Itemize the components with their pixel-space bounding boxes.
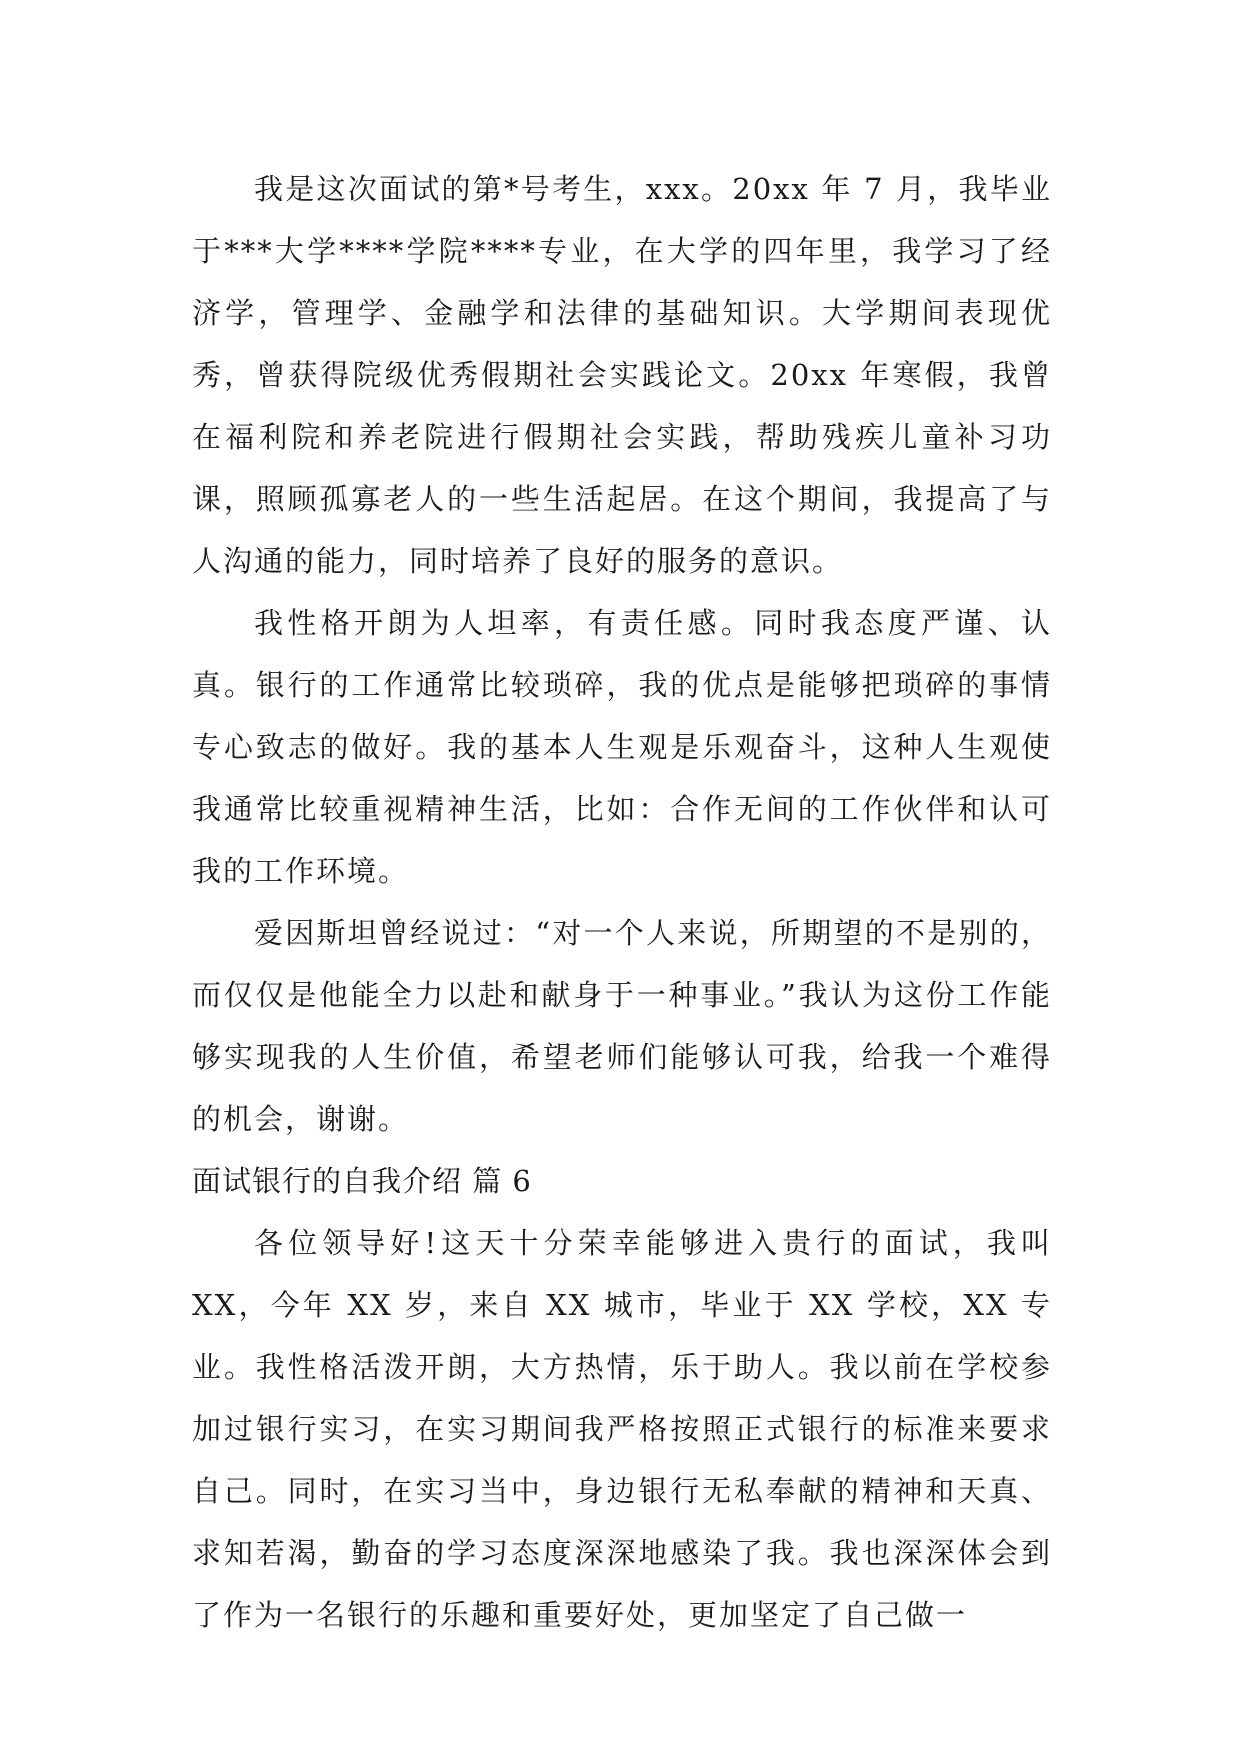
paragraph-section-6: 各位领导好!这天十分荣幸能够进入贵行的面试，我叫XX，今年 XX 岁，来自 XX 城市，毕业于 XX 学校，XX 专业。我性格活泼开朗，大方热情，乐于助人。我以前在学校参加过银行实习，在实习期间我严格按照正式银行的标准来要求自己。同时，在实习当中，身边银行无私奉献的精神和天真、求知若渴，勤奋的学习态度深深地感染了我。我也深深体会到了作为一名银行的乐趣和重要好处，更加坚定了自己做一 [192, 1226, 1052, 1632]
paragraph-personality: 我性格开朗为人坦率，有责任感。同时我态度严谨、认真。银行的工作通常比较琐碎，我的优点是能够把琐碎的事情专心致志的做好。我的基本人生观是乐观奋斗，这种人生观使我通常比较重视精神生活，比如：合作无间的工作伙伴和认可我的工作环境。 [192, 606, 1052, 888]
paragraph-einstein-quote: 爱因斯坦曾经说过：“对一个人来说，所期望的不是别的，而仅仅是他能全力以赴和献身于一种事业。”我认为这份工作能够实现我的人生价值，希望老师们能够认可我，给我一个难得的机会，谢谢。 [192, 916, 1052, 1136]
section-heading: 面试银行的自我介绍 篇 6 [192, 1164, 532, 1198]
document-body [192, 158, 1052, 1646]
paragraph-intro: 我是这次面试的第*号考生，xxx。20xx 年 7 月，我毕业于***大学****学院****专业，在大学的四年里，我学习了经济学，管理学、金融学和法律的基础知识。大学期间表现优秀，曾获得院级优秀假期社会实践论文。20xx 年寒假，我曾在福利院和养老院进行假期社会实践，帮助残疾儿童补习功课，照顾孤寡老人的一些生活起居。在这个期间，我提高了与人沟通的能力，同时培养了良好的服务的意识。 [192, 172, 1052, 578]
